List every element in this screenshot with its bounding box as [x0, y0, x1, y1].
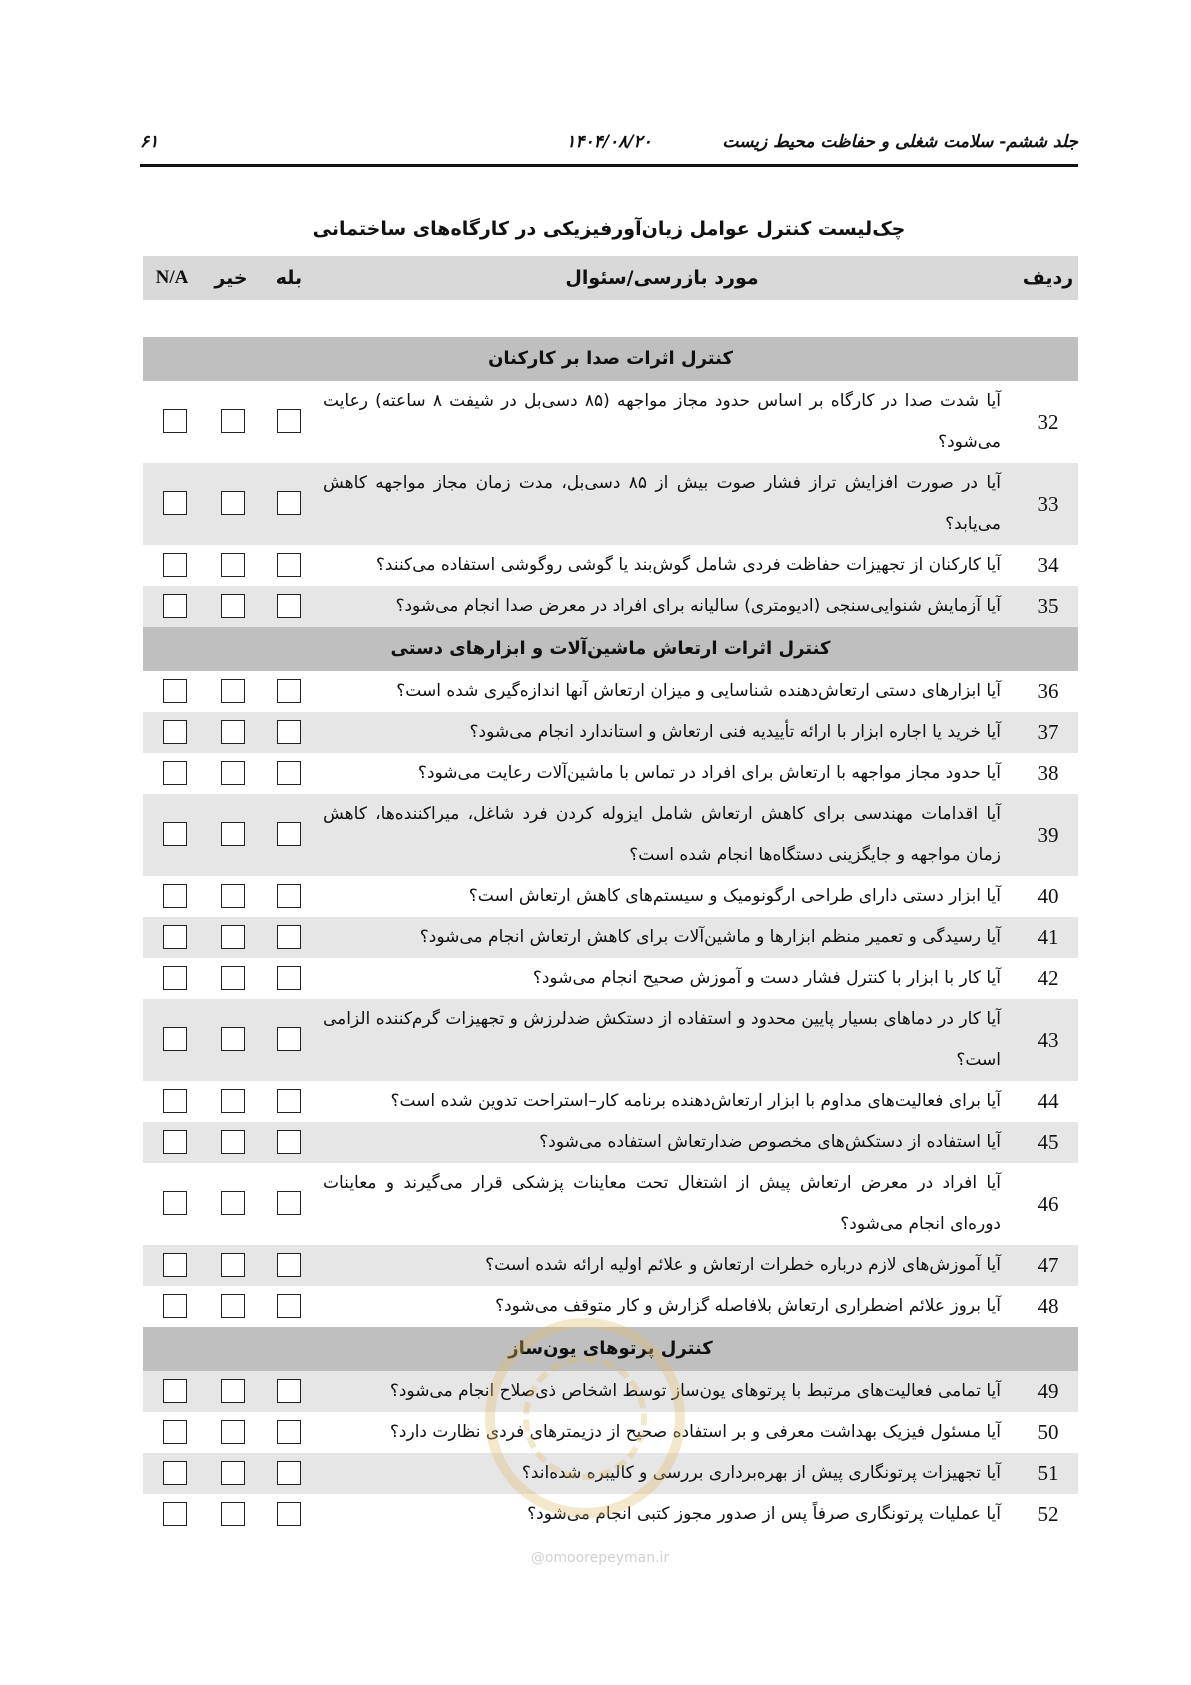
question-text [323, 1245, 1001, 1286]
yes-checkbox[interactable] [277, 1191, 301, 1215]
row-number: 32 [1037, 409, 1059, 434]
na-checkbox[interactable] [163, 1294, 187, 1318]
row-number: 48 [1037, 1294, 1059, 1318]
question-label: آیا آموزش‌های لازم درباره خطرات ارتعاش و علائم اولیه ارائه شده است؟ [485, 1255, 1001, 1275]
yes-checkbox[interactable] [277, 884, 301, 908]
yes-checkbox[interactable] [277, 409, 301, 433]
question-label: آیا حدود مجاز مواجهه با ارتعاش برای افراد در تماس با ماشین‌آلات رعایت می‌شود؟ [417, 763, 1001, 783]
na-checkbox[interactable] [163, 925, 187, 949]
question-label: آیا کار با ابزار با کنترل فشار دست و آموزش صحیح انجام می‌شود؟ [532, 968, 1001, 988]
no-checkbox[interactable] [221, 1420, 245, 1444]
footer-watermark: @omoorepeyman.ir [530, 1550, 670, 1566]
yes-checkbox[interactable] [277, 491, 301, 515]
question-label: آیا عملیات پرتونگاری صرفاً پس از صدور مجوز کتبی انجام می‌شود؟ [527, 1504, 1001, 1524]
na-checkbox[interactable] [163, 822, 187, 846]
column-no: خیر [214, 267, 248, 289]
question-label: آیا خرید یا اجاره ابزار با ارائه تأییدیه فنی ارتعاش و استاندارد انجام می‌شود؟ [469, 722, 1001, 742]
na-checkbox[interactable] [163, 491, 187, 515]
na-checkbox[interactable] [163, 966, 187, 990]
question-text [323, 917, 1001, 958]
no-checkbox[interactable] [221, 761, 245, 785]
row-number: 45 [1037, 1130, 1059, 1154]
row-number: 35 [1037, 594, 1059, 618]
yes-checkbox[interactable] [277, 761, 301, 785]
book-title: جلد ششم- سلامت شغلی و حفاظت محیط زیست [722, 132, 1078, 152]
checklist-row [143, 463, 1078, 545]
question-text [323, 1371, 1001, 1412]
na-checkbox[interactable] [163, 1027, 187, 1051]
column-item: مورد بازرسی/سئوال [565, 267, 759, 289]
section-title: کنترل اثرات صدا بر کارکنان [143, 337, 1078, 381]
question-text [323, 958, 1001, 999]
checklist-row [143, 1163, 1078, 1245]
na-checkbox[interactable] [163, 720, 187, 744]
na-checkbox[interactable] [163, 1502, 187, 1526]
question-label: آیا افراد در معرض ارتعاش پیش از اشتغال تحت معاینات پزشکی قرار می‌گیرند و معاینات دوره‌ای انجام می‌شود؟ [323, 1173, 1001, 1234]
na-checkbox[interactable] [163, 679, 187, 703]
question-label: آیا بروز علائم اضطراری ارتعاش بلافاصله گزارش و کار متوقف می‌شود؟ [495, 1296, 1001, 1316]
row-number: 34 [1037, 553, 1059, 577]
yes-checkbox[interactable] [277, 1027, 301, 1051]
no-checkbox[interactable] [221, 720, 245, 744]
question-text [323, 671, 1001, 712]
row-number: 42 [1037, 966, 1059, 990]
question-label: آیا رسیدگی و تعمیر منظم ابزارها و ماشین‌آلات برای کاهش ارتعاش انجام می‌شود؟ [419, 927, 1001, 947]
na-checkbox[interactable] [163, 1130, 187, 1154]
checklist-row [143, 1122, 1078, 1163]
no-checkbox[interactable] [221, 553, 245, 577]
na-checkbox[interactable] [163, 1420, 187, 1444]
question-label: آیا کارکنان از تجهیزات حفاظت فردی شامل گوش‌بند یا گوشی روگوشی استفاده می‌کنند؟ [375, 555, 1001, 575]
row-number: 37 [1037, 720, 1059, 744]
no-checkbox[interactable] [221, 925, 245, 949]
na-checkbox[interactable] [163, 553, 187, 577]
question-text [323, 1081, 1001, 1122]
watermark-text: omoorepeyman.ir [544, 1550, 670, 1566]
row-number: 50 [1037, 1420, 1059, 1444]
question-text [323, 1453, 1001, 1494]
column-na: N/A [155, 267, 189, 288]
row-number: 43 [1037, 1027, 1059, 1052]
na-checkbox[interactable] [163, 1253, 187, 1277]
row-number: 46 [1037, 1191, 1059, 1216]
yes-checkbox[interactable] [277, 1130, 301, 1154]
yes-checkbox[interactable] [277, 553, 301, 577]
yes-checkbox[interactable] [277, 1294, 301, 1318]
no-checkbox[interactable] [221, 1027, 245, 1051]
row-number: 38 [1037, 761, 1059, 785]
question-label: آیا ابزارهای دستی ارتعاش‌دهنده شناسایی و میزان ارتعاش آنها اندازه‌گیری شده است؟ [396, 681, 1001, 701]
na-checkbox[interactable] [163, 1089, 187, 1113]
checklist-row [143, 586, 1078, 627]
na-checkbox[interactable] [163, 1191, 187, 1215]
question-label: آیا در صورت افزایش تراز فشار صوت بیش از ۸۵ دسی‌بل، مدت زمان مجاز مواجهه کاهش می‌یابد؟ [323, 473, 1002, 534]
question-text [323, 1122, 1001, 1163]
question-text [323, 999, 1001, 1081]
question-text [323, 381, 1001, 463]
no-checkbox[interactable] [221, 966, 245, 990]
question-text [323, 1286, 1001, 1327]
checklist-row [143, 671, 1078, 712]
no-checkbox[interactable] [221, 1461, 245, 1485]
row-number: 36 [1037, 679, 1059, 703]
column-header-row [143, 256, 1078, 300]
na-checkbox[interactable] [163, 884, 187, 908]
question-text [323, 753, 1001, 794]
no-checkbox[interactable] [221, 409, 245, 433]
column-yes: بله [275, 267, 303, 289]
column-row: ردیف [1022, 267, 1074, 289]
checklist-row [143, 712, 1078, 753]
yes-checkbox[interactable] [277, 1420, 301, 1444]
question-label: آیا تجهیزات پرتونگاری پیش از بهره‌برداری بررسی و کالیبره شده‌اند؟ [521, 1463, 1001, 1483]
yes-checkbox[interactable] [277, 1253, 301, 1277]
yes-checkbox[interactable] [277, 679, 301, 703]
question-text [323, 794, 1001, 876]
yes-checkbox[interactable] [277, 966, 301, 990]
row-number: 41 [1037, 925, 1059, 949]
na-checkbox[interactable] [163, 761, 187, 785]
yes-checkbox[interactable] [277, 1089, 301, 1113]
question-text [323, 1412, 1001, 1453]
no-checkbox[interactable] [221, 1089, 245, 1113]
checklist-row [143, 1286, 1078, 1327]
question-text [323, 586, 1001, 627]
yes-checkbox[interactable] [277, 1379, 301, 1403]
row-number: 52 [1037, 1502, 1059, 1526]
na-checkbox[interactable] [163, 594, 187, 618]
checklist-row [143, 917, 1078, 958]
section-title: کنترل پرتوهای یون‌ساز [143, 1327, 1078, 1371]
page-date: ۱۴۰۴/۰۸/۲۰ [566, 132, 652, 152]
yes-checkbox[interactable] [277, 822, 301, 846]
no-checkbox[interactable] [221, 884, 245, 908]
row-number: 40 [1037, 884, 1059, 908]
page-header [140, 128, 1078, 167]
question-label: آیا برای فعالیت‌های مداوم با ابزار ارتعاش‌دهنده برنامه کار–استراحت تدوین شده است؟ [390, 1091, 1001, 1111]
question-label: آیا شدت صدا در کارگاه بر اساس حدود مجاز مواجهه (۸۵ دسی‌بل در شیفت ۸ ساعته) رعایت می‌شود؟ [323, 391, 1001, 452]
row-number: 39 [1037, 822, 1059, 847]
question-label: آیا اقدامات مهندسی برای کاهش ارتعاش شامل ایزوله کردن فرد شاغل، میراکننده‌ها، کاهش زمان مواجهه و جایگزینی دستگاه‌ها انجام شده است؟ [323, 804, 1001, 865]
question-label: آیا ابزار دستی دارای طراحی ارگونومیک و سیستم‌های کاهش ارتعاش است؟ [468, 886, 1001, 906]
question-label: آیا استفاده از دستکش‌های مخصوص ضدارتعاش استفاده می‌شود؟ [539, 1132, 1001, 1152]
no-checkbox[interactable] [221, 1130, 245, 1154]
no-checkbox[interactable] [221, 1379, 245, 1403]
no-checkbox[interactable] [221, 1502, 245, 1526]
na-checkbox[interactable] [163, 1379, 187, 1403]
checklist-row [143, 1494, 1078, 1535]
checklist-title: چک‌لیست کنترل عوامل زیان‌آورفیزیکی در کارگاه‌های ساختمانی [312, 218, 906, 240]
question-text [323, 463, 1001, 545]
checklist-table [143, 337, 1078, 1535]
na-checkbox[interactable] [163, 409, 187, 433]
yes-checkbox[interactable] [277, 1502, 301, 1526]
question-label: آیا تمامی فعالیت‌های مرتبط با پرتوهای یون‌ساز توسط اشخاص ذی‌صلاح انجام می‌شود؟ [389, 1381, 1001, 1401]
checklist-row [143, 753, 1078, 794]
yes-checkbox[interactable] [277, 720, 301, 744]
yes-checkbox[interactable] [277, 1461, 301, 1485]
row-number: 33 [1037, 491, 1059, 516]
checklist-row [143, 1081, 1078, 1122]
checklist-row [143, 1371, 1078, 1412]
question-text [323, 1163, 1001, 1245]
checklist-row [143, 1453, 1078, 1494]
checklist-row [143, 381, 1078, 463]
no-checkbox[interactable] [221, 1191, 245, 1215]
question-text [323, 712, 1001, 753]
question-text [323, 545, 1001, 586]
checklist-row [143, 958, 1078, 999]
checklist-row [143, 1412, 1078, 1453]
checklist-row [143, 794, 1078, 876]
checklist-row [143, 1245, 1078, 1286]
row-number: 49 [1037, 1379, 1059, 1403]
question-text [323, 876, 1001, 917]
no-checkbox[interactable] [221, 594, 245, 618]
no-checkbox[interactable] [221, 491, 245, 515]
section-title: کنترل اثرات ارتعاش ماشین‌آلات و ابزارهای دستی [143, 627, 1078, 671]
no-checkbox[interactable] [221, 679, 245, 703]
checklist-row [143, 876, 1078, 917]
row-number: 47 [1037, 1253, 1059, 1277]
checklist-row [143, 999, 1078, 1081]
checklist-row [143, 545, 1078, 586]
row-number: 51 [1037, 1461, 1059, 1485]
page-number: ۶۱ [140, 132, 159, 152]
question-label: آیا مسئول فیزیک بهداشت معرفی و بر استفاده صحیح از دزیمترهای فردی نظارت دارد؟ [389, 1422, 1001, 1442]
yes-checkbox[interactable] [277, 594, 301, 618]
row-number: 44 [1037, 1089, 1059, 1113]
na-checkbox[interactable] [163, 1461, 187, 1485]
question-text [323, 1494, 1001, 1535]
question-label: آیا کار در دماهای بسیار پایین محدود و استفاده از دستکش ضدلرزش و تجهیزات گرم‌کننده الزامی است؟ [323, 1009, 1001, 1070]
yes-checkbox[interactable] [277, 925, 301, 949]
no-checkbox[interactable] [221, 1253, 245, 1277]
no-checkbox[interactable] [221, 822, 245, 846]
no-checkbox[interactable] [221, 1294, 245, 1318]
question-label: آیا آزمایش شنوایی‌سنجی (ادیومتری) سالیانه برای افراد در معرض صدا انجام می‌شود؟ [395, 596, 1001, 616]
